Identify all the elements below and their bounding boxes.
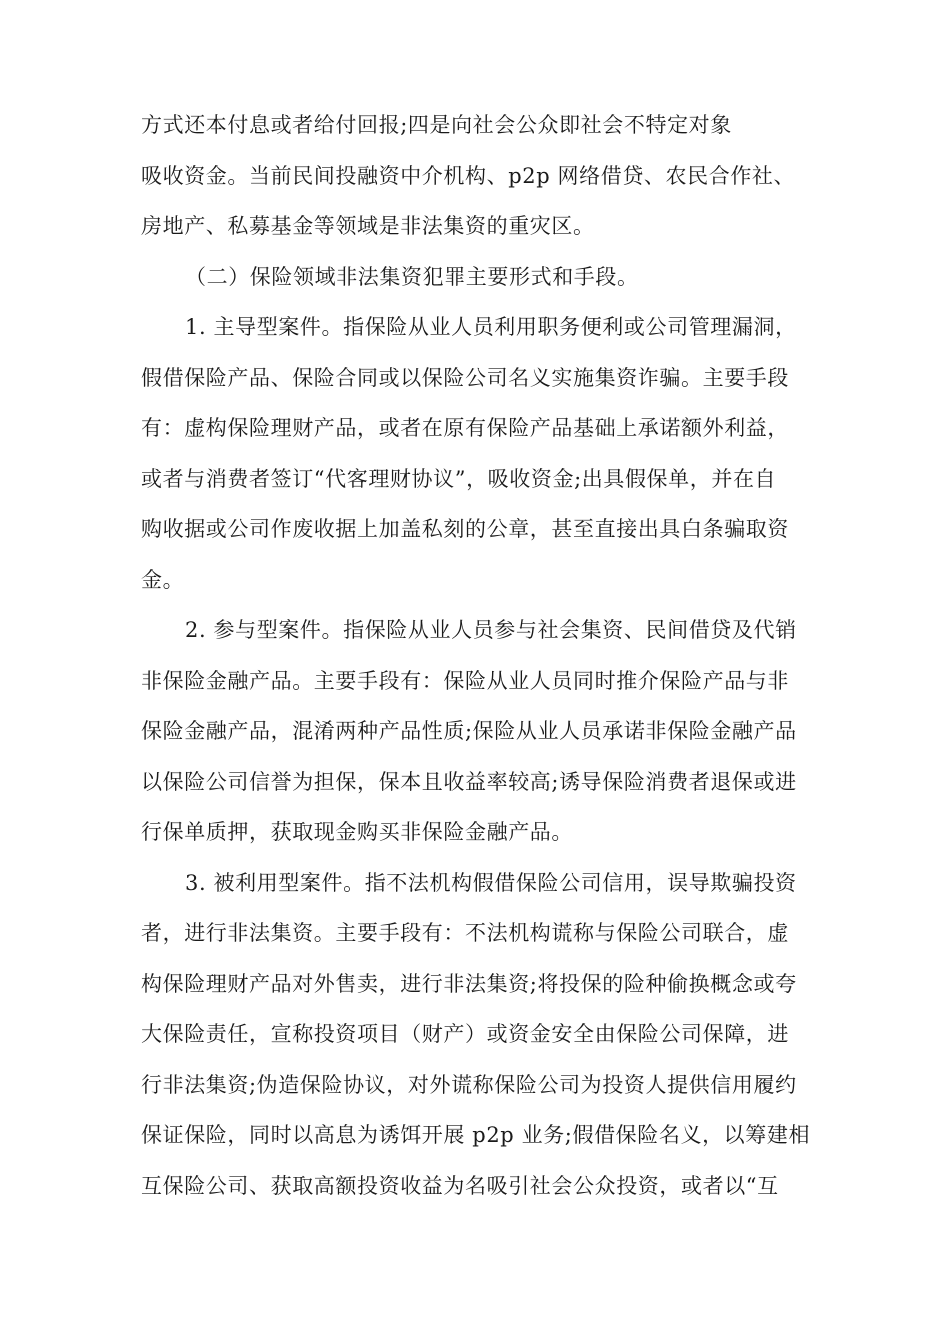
text-line: 金。 xyxy=(141,567,185,592)
text-line: 以保险公司信誉为担保，保本且收益率较高;诱导保险消费者退保或进 xyxy=(141,769,797,794)
text-line: 3. 被利用型案件。指不法机构假借保险公司信用，误导欺骗投资 xyxy=(185,870,797,895)
text-line: 方式还本付息或者给付回报;四是向社会公众即社会不特定对象 xyxy=(141,113,732,137)
text-line: 假借保险产品、保险合同或以保险公司名义实施集资诈骗。主要手段 xyxy=(141,365,789,390)
text-line: 或者与消费者签订“代客理财协议”，吸收资金;出具假保单，并在自 xyxy=(141,466,777,491)
item-2-paragraph xyxy=(141,605,813,858)
text-line: 保证保险，同时以高息为诱饵开展 p2p 业务;假借保险名义，以筹建相 xyxy=(141,1123,811,1147)
text-line: 互保险公司、获取高额投资收益为名吸引社会公众投资，或者以“互 xyxy=(141,1173,779,1198)
text-line: 大保险责任，宣称投资项目（财产）或资金安全由保险公司保障，进 xyxy=(141,1022,789,1046)
text-line: 有：虚构保险理财产品，或者在原有保险产品基础上承诺额外利益， xyxy=(141,416,789,440)
text-line: 行非法集资;伪造保险协议，对外谎称保险公司为投资人提供信用履约 xyxy=(141,1072,797,1097)
text-line: 房地产、私募基金等领域是非法集资的重灾区。 xyxy=(141,214,595,238)
text-line: 保险金融产品，混淆两种产品性质;保险从业人员承诺非保险金融产品 xyxy=(141,719,797,743)
intro-paragraph xyxy=(141,100,813,252)
text-line: 吸收资金。当前民间投融资中介机构、p2p 网络借贷、农民合作社、 xyxy=(141,163,796,188)
text-line: 构保险理财产品对外售卖，进行非法集资;将投保的险种偷换概念或夸 xyxy=(141,971,797,996)
section-heading xyxy=(141,252,813,303)
text-line: 行保单质押，获取现金购买非保险金融产品。 xyxy=(141,820,573,844)
text-line: （二）保险领域非法集资犯罪主要形式和手段。 xyxy=(185,264,639,289)
item-1-paragraph xyxy=(141,302,813,605)
text-line: 者，进行非法集资。主要手段有：不法机构谎称与保险公司联合，虚 xyxy=(141,921,789,945)
document-body xyxy=(141,100,813,1211)
text-line: 购收据或公司作废收据上加盖私刻的公章，甚至直接出具白条骗取资 xyxy=(141,517,789,541)
item-3-paragraph xyxy=(141,858,813,1212)
text-line: 非保险金融产品。主要手段有：保险从业人员同时推介保险产品与非 xyxy=(141,668,789,693)
text-line: 1. 主导型案件。指保险从业人员利用职务便利或公司管理漏洞， xyxy=(185,315,797,339)
text-line: 2. 参与型案件。指保险从业人员参与社会集资、民间借贷及代销 xyxy=(185,618,797,642)
